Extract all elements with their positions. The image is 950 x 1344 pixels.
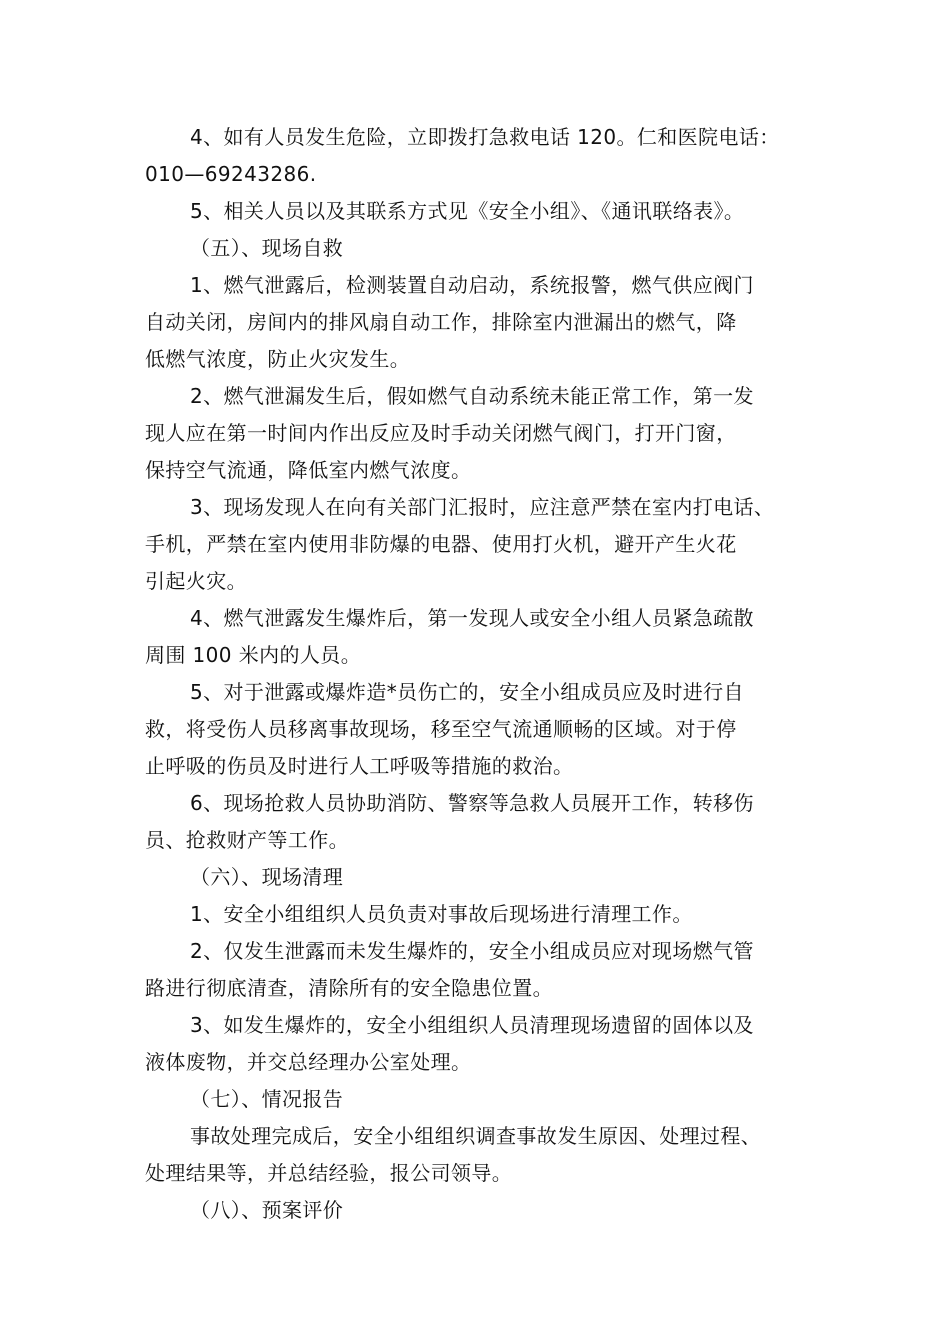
paragraph-line: 010—69243286.: [145, 162, 317, 186]
paragraph-line: 1、燃气泄露后，检测装置自动启动，系统报警，燃气供应阀门: [190, 273, 754, 297]
paragraph-line: 低燃气浓度，防止火灾发生。: [145, 347, 411, 371]
paragraph-line: 保持空气流通，降低室内燃气浓度。: [145, 458, 472, 482]
paragraph-line: 路进行彻底清查，清除所有的安全隐患位置。: [145, 976, 553, 1000]
paragraph-line: 5、对于泄露或爆炸造*员伤亡的，安全小组成员应及时进行自: [190, 680, 744, 704]
section-heading: （六）、现场清理: [190, 865, 344, 889]
paragraph-line: 事故处理完成后，安全小组组织调查事故发生原因、处理过程、: [190, 1124, 762, 1148]
paragraph-line: 自动关闭，房间内的排风扇自动工作，排除室内泄漏出的燃气，降: [145, 310, 737, 334]
paragraph-line: 2、仅发生泄露而未发生爆炸的，安全小组成员应对现场燃气管: [190, 939, 754, 963]
paragraph-line: 现人应在第一时间内作出反应及时手动关闭燃气阀门，打开门窗，: [145, 421, 737, 445]
paragraph-line: 止呼吸的伤员及时进行人工呼吸等措施的救治。: [145, 754, 574, 778]
paragraph-line: 引起火灾。: [145, 569, 247, 593]
paragraph-line: 1、安全小组组织人员负责对事故后现场进行清理工作。: [190, 902, 693, 926]
paragraph-line: 3、现场发现人在向有关部门汇报时，应注意严禁在室内打电话、: [190, 495, 775, 519]
paragraph-line: 6、现场抢救人员协助消防、警察等急救人员展开工作，转移伤: [190, 791, 754, 815]
paragraph-line: 2、燃气泄漏发生后，假如燃气自动系统未能正常工作，第一发: [190, 384, 754, 408]
paragraph-line: 处理结果等，并总结经验，报公司领导。: [145, 1161, 513, 1185]
paragraph-line: 5、相关人员以及其联系方式见《安全小组》、《通讯联络表》。: [190, 199, 745, 223]
paragraph-line: 员、抢救财产等工作。: [145, 828, 349, 852]
paragraph-line: 4、燃气泄露发生爆炸后，第一发现人或安全小组人员紧急疏散: [190, 606, 754, 630]
paragraph-line: 周围 100 米内的人员。: [145, 643, 362, 667]
section-heading: （七）、情况报告: [190, 1087, 344, 1111]
paragraph-line: 4、如有人员发生危险，立即拨打急救电话 120。仁和医院电话：: [190, 125, 780, 149]
paragraph-line: 救，将受伤人员移离事故现场，移至空气流通顺畅的区域。对于停: [145, 717, 737, 741]
section-heading: （八）、预案评价: [190, 1198, 344, 1222]
paragraph-line: 液体废物，并交总经理办公室处理。: [145, 1050, 472, 1074]
paragraph-line: 手机，严禁在室内使用非防爆的电器、使用打火机，避开产生火花: [145, 532, 737, 556]
section-heading: （五）、现场自救: [190, 236, 344, 260]
paragraph-line: 3、如发生爆炸的，安全小组组织人员清理现场遗留的固体以及: [190, 1013, 754, 1037]
